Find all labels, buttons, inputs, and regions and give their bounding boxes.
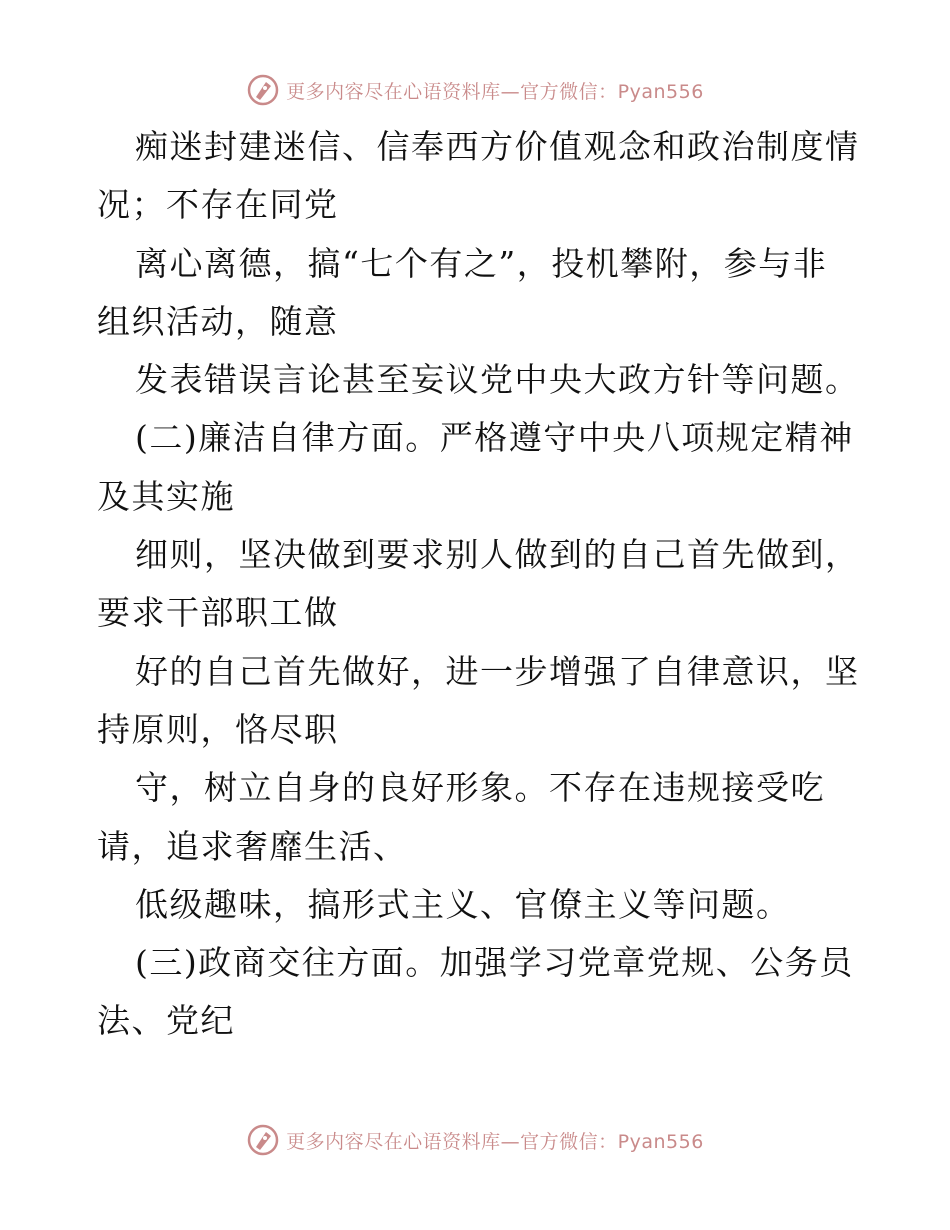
text-line: 细则，坚决做到要求别人做到的自己首先做到， — [135, 535, 860, 575]
text-line: 好的自己首先做好，进一步增强了自律意识，坚 — [135, 651, 860, 691]
text-line: 低级趣味，搞形式主义、官僚主义等问题。 — [135, 884, 791, 924]
watermark-text: 更多内容尽在心语资料库—官方微信：Pyan556 — [286, 80, 704, 103]
text-line: 要求干部职工做 — [97, 593, 339, 633]
text-line: 持原则，恪尽职 — [97, 709, 339, 749]
text-line: 痴迷封建迷信、信奉西方价值观念和政治制度情 — [135, 127, 860, 166]
text-line: (三)政商交往方面。加强学习党章党规、公务员 — [135, 943, 854, 983]
text-line: 况；不存在同党 — [97, 185, 339, 225]
text-line: 法、党纪 — [97, 1001, 235, 1041]
text-line: 发表错误言论甚至妄议党中央大政方针等问题。 — [135, 360, 860, 400]
pen-nib-circle-icon — [246, 1123, 280, 1157]
text-line: 请，追求奢靡生活、 — [97, 826, 408, 866]
pen-nib-circle-icon — [246, 73, 280, 107]
footer-watermark — [0, 1120, 950, 1160]
text-line: 组织活动，随意 — [97, 301, 339, 341]
text-line: 守，树立自身的良好形象。不存在违规接受吃 — [135, 768, 825, 808]
header-watermark — [0, 70, 950, 110]
text-line: 离心离德，搞“七个有之”，投机攀附，参与非 — [135, 243, 828, 283]
watermark-text: 更多内容尽在心语资料库—官方微信：Pyan556 — [286, 1130, 704, 1153]
document-body — [97, 118, 860, 1051]
text-line: (二)廉洁自律方面。严格遵守中央八项规定精神 — [135, 418, 854, 458]
text-line: 及其实施 — [97, 476, 235, 516]
